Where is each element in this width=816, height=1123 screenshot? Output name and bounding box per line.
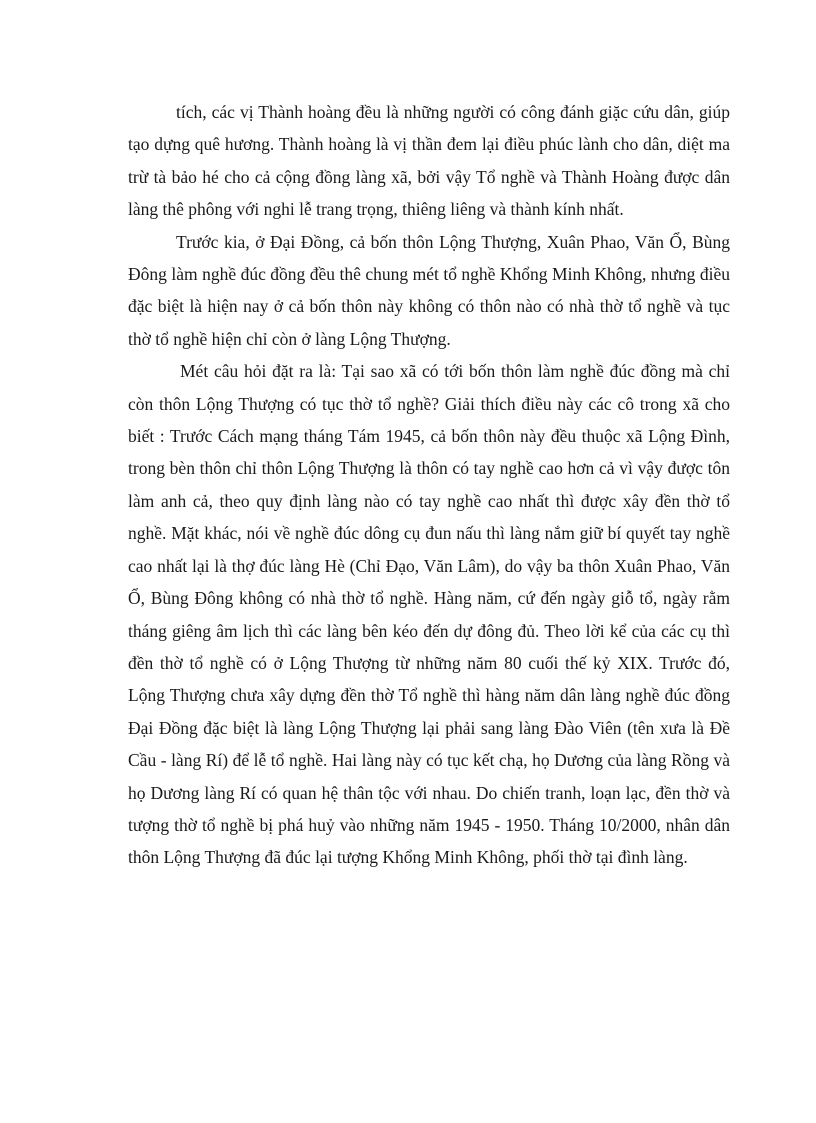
paragraph-2: Trước kia, ở Đại Đồng, cả bốn thôn Lộng Thượng, Xuân Phao, Văn Ổ, Bùng Đông làm nghề đúc đồng đều thê chung mét tổ nghề Khổng Minh Không, nhưng điều đặc biệt là hiện nay ở cả bốn thôn này không có thôn nào có nhà thờ tổ nghề và tục thờ tổ nghề hiện chỉ còn ở làng Lộng Thượng. xyxy=(128,231,730,349)
paragraph-1: tích, các vị Thành hoàng đều là những người có công đánh giặc cứu dân, giúp tạo dựng quê hương. Thành hoàng là vị thần đem lại điều phúc lành cho dân, diệt ma trừ tà bảo hé cho cả cộng đồng làng xã, bởi vậy Tổ nghề và Thành Hoàng được dân làng thê phông với nghi lễ trang trọng, thiêng liêng và thành kính nhất. xyxy=(128,102,730,220)
document-page xyxy=(128,96,730,874)
paragraph-3: Mét câu hỏi đặt ra là: Tại sao xã có tới bốn thôn làm nghề đúc đồng mà chỉ còn thôn Lộng Thượng có tục thờ tổ nghề? Giải thích điều này các cô trong xã cho biết : Trước Cách mạng tháng Tám 1945, cả bốn thôn này đều thuộc xã Lộng Đình, trong bèn thôn chỉ thôn Lộng Thượng là thôn có tay nghề cao hơn cả vì vậy được tôn làm anh cả, theo quy định làng nào có tay nghề cao nhất thì được xây đền thờ tổ nghề. Mặt khác, nói về nghề đúc dông cụ đun nấu thì làng nắm giữ bí quyết tay nghề cao nhất lại là thợ đúc làng Hè (Chỉ Đạo, Văn Lâm), do vậy ba thôn Xuân Phao, Văn Ổ, Bùng Đông không có nhà thờ tổ nghề. Hàng năm, cứ đến ngày giỗ tổ, ngày rằm tháng giêng âm lịch thì các làng bên kéo đến dự đông đủ. Theo lời kể của các cụ thì đền thờ tổ nghề có ở Lộng Thượng từ những năm 80 cuối thế kỷ XIX. Trước đó, Lộng Thượng chưa xây dựng đền thờ Tổ nghề thì hàng năm dân làng nghề đúc đồng Đại Đồng đặc biệt là làng Lộng Thượng lại phải sang làng Đào Viên (tên xưa là Đề Cầu - làng Rí) để lễ tổ nghề. Hai làng này có tục kết chạ, họ Dương của làng Rồng và họ Dương làng Rí có quan hệ thân tộc với nhau. Do chiến tranh, loạn lạc, đền thờ và tượng thờ tổ nghề bị phá huỷ vào những năm 1945 - 1950. Tháng 10/2000, nhân dân thôn Lộng Thượng đã đúc lại tượng Khổng Minh Không, phối thờ tại đình làng. xyxy=(128,361,730,868)
